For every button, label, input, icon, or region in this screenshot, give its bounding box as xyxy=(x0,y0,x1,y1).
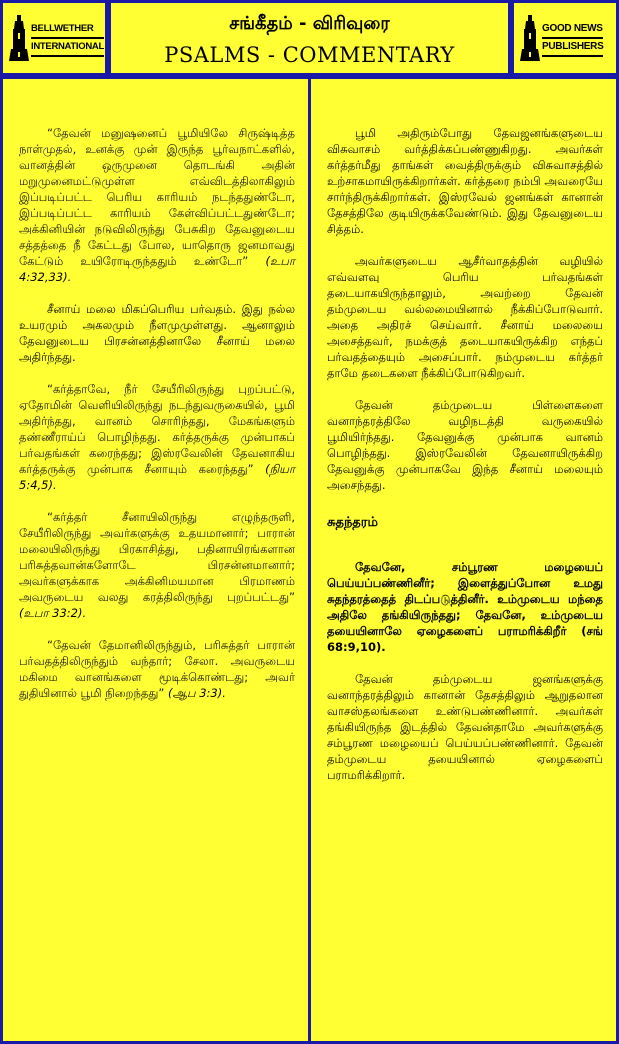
logo-left-line2: INTERNATIONAL xyxy=(31,39,104,57)
verse-reference: (உபா 33:2). xyxy=(19,606,87,620)
paragraph: “தேவன் தேமானிலிருந்தும், பரிசுத்தர் பாரான் பர்வதத்திலிருந்தும் வந்தார்; சேலா. அவருடைய மகிமை வானங்களை மூடிக்கொண்டது; அவர் துதியினால் பூமி நிறைந்தது” (ஆப 3:3). xyxy=(19,638,295,700)
bellwether-logo xyxy=(9,13,104,65)
page-title-tamil: சங்கீதம் - விரிவுரை xyxy=(229,13,390,34)
verse-reference: (நியா 5:4,5). xyxy=(19,462,295,492)
right-column-text xyxy=(327,125,603,799)
header-title-box xyxy=(108,0,511,76)
left-column-text xyxy=(19,125,295,717)
verse-reference: (ஆப 3:3). xyxy=(167,686,226,700)
good-news-logo xyxy=(520,13,612,65)
tower-icon xyxy=(9,15,29,63)
paragraph: அவர்களுடைய ஆசீர்வாதத்தின் வழியில் எவ்வளவு பெரிய பர்வதங்கள் தடையாகயிருந்தாலும், அவற்றை தேவன் தம்முடைய வல்லமையினால் நீக்கிப்போடுவார். அதை அதிரச் செய்வார். சீனாய் மலையை அசைத்தவர், நமக்குத் தடையாகயிருக்கிற எந்தப் பர்வதத்தையும் அசைப்பார். நம்முடைய கர்த்தர் தாமே தடைகளை நீக்கிப்போடுகிறவர். xyxy=(327,254,603,380)
header-right-logo-box xyxy=(511,0,619,76)
paragraph: பூமி அதிரும்போது தேவஜனங்களுடைய விசுவாசம் வர்த்திக்கப்பண்ணுகிறது. அவர்கள் கர்த்தர்மீது தாங்கள் வைத்திருக்கும் விசுவாசத்தில் உற்சாகமாயிருக்கிறார்கள். கர்த்தரை நம்பி அவரையே சார்ந்திருக்கிறார்கள். இஸ்ரவேல் ஜனங்கள் கானான் தேசத்திலே குடியிருக்கவேண்டும். இது தேவனுடைய சித்தம். xyxy=(327,126,603,236)
logo-right-line1: GOOD NEWS xyxy=(542,21,603,39)
bold-verse: தேவனே, சம்பூரண மழையைப் பெய்யப்பண்ணினீர்; இளைத்துப்போன உமது சுதந்தரத்தைத் திடப்படுத்தினீர். உம்முடைய மந்தை அதிலே தங்கியிருந்தது; தேவனே, உம்முடைய தயையினாலே ஏழைகளைப் பராமரிக்கிறீர் (சங் 68:9,10). xyxy=(327,560,603,654)
left-column xyxy=(0,76,311,1044)
paragraph: “கர்த்தர் சீனாயிலிருந்து எழுந்தருளி, சேயீரிலிருந்து அவர்களுக்கு உதயமானார்; பாரான் மலையிலிருந்து பிரகாசித்து, பதினாயிரங்களான பரிசுத்தவான்களோடே பிரசன்னமானார்; அவர்களுக்காக அக்கினிமயமான பிரமாணம் அவருடைய வலது கரத்திலிருந்து புறப்பட்டது” (உபா 33:2). xyxy=(19,510,295,620)
verse-reference: (உபா 4:32,33). xyxy=(19,254,295,284)
tower-icon xyxy=(520,15,540,63)
paragraph: தேவன் தம்முடைய பிள்ளைகளை வனாந்தரத்திலே வழிநடத்தி வருகையில் பூமியிர்ந்தது. தேவனுக்கு முன்பாக வானம் பொழிந்தது. இஸ்ரவேலின் தேவனாயிருக்கிற தேவனுக்கு முன்பாகவே இந்த சீனாய் மலையும் அசைந்தது. xyxy=(327,398,603,492)
paragraph: “கர்த்தாவே, நீர் சேயீரிலிருந்து புறப்பட்டு, ஏதோமின் வெளியிலிருந்து நடந்துவருகையில், பூமி அதிர்ந்தது, வானம் சொரிந்தது, மேகங்களும் தண்ணீராய்ப் பொழிந்தது. கர்த்தருக்கு முன்பாகப் பர்வதங்கள் கரைந்தது; இஸ்ரவேலின் தேவனாகிய கர்த்தருக்கு முன்பாக சீனாயும் கரைந்தது” (நியா 5:4,5). xyxy=(19,382,295,492)
paragraph: “தேவன் மனுஷனைப் பூமியிலே சிருஷ்டித்த நாள்முதல், உனக்கு முன் இருந்த பூர்வநாட்களில், வானத்தின் ஒருமுனை தொடங்கி அதின் மறுமுனைமட்டுமுள்ள எவ்விடத்திலாகிலும் இப்படிப்பட்ட பெரிய காரியம் நடந்ததுண்டோ, இப்படிப்பட்ட காரியம் கேள்விப்பட்டதுண்டோ; அக்கினியின் நடுவிலிருந்து பேசுகிற தேவனுடைய சத்தத்தை நீ கேட்டது போல, யாதொரு ஜனமாவது கேட்டும் உயிரோடிருந்ததும் உண்டோ” (உபா 4:32,33). xyxy=(19,126,295,284)
header-left-logo-box xyxy=(0,0,108,76)
right-column xyxy=(308,76,619,1044)
logo-right-line2: PUBLISHERS xyxy=(542,39,603,57)
page-title-english: PSALMS - COMMENTARY xyxy=(164,43,455,67)
paragraph: சீனாய் மலை மிகப்பெரிய பர்வதம். இது நல்ல உயரமும் அகலமும் நீளமுமுள்ளது. ஆனாலும் தேவனுடைய பிரசன்னத்தினாலே சீனாய் மலை அதிர்ந்தது. xyxy=(19,302,295,364)
logo-left-line1: BELLWETHER xyxy=(31,21,104,39)
paragraph: தேவன் தம்முடைய ஜனங்களுக்கு வனாந்தரத்திலும் கானான் தேசத்திலும் ஆறுதலான வாசஸ்தலங்களை உண்டுபண்ணினார். அவர்கள் தங்கியிருந்த இடத்தில் தேவன்தாமே அவர்களுக்கு சம்பூரண மழையைப் பெய்யப்பண்ணினார். தேவன் தம்முடைய தயையினால் ஏழைகளைப் பராமரிக்கிறார். xyxy=(327,672,603,782)
section-heading: சுதந்தரம் xyxy=(327,515,378,530)
